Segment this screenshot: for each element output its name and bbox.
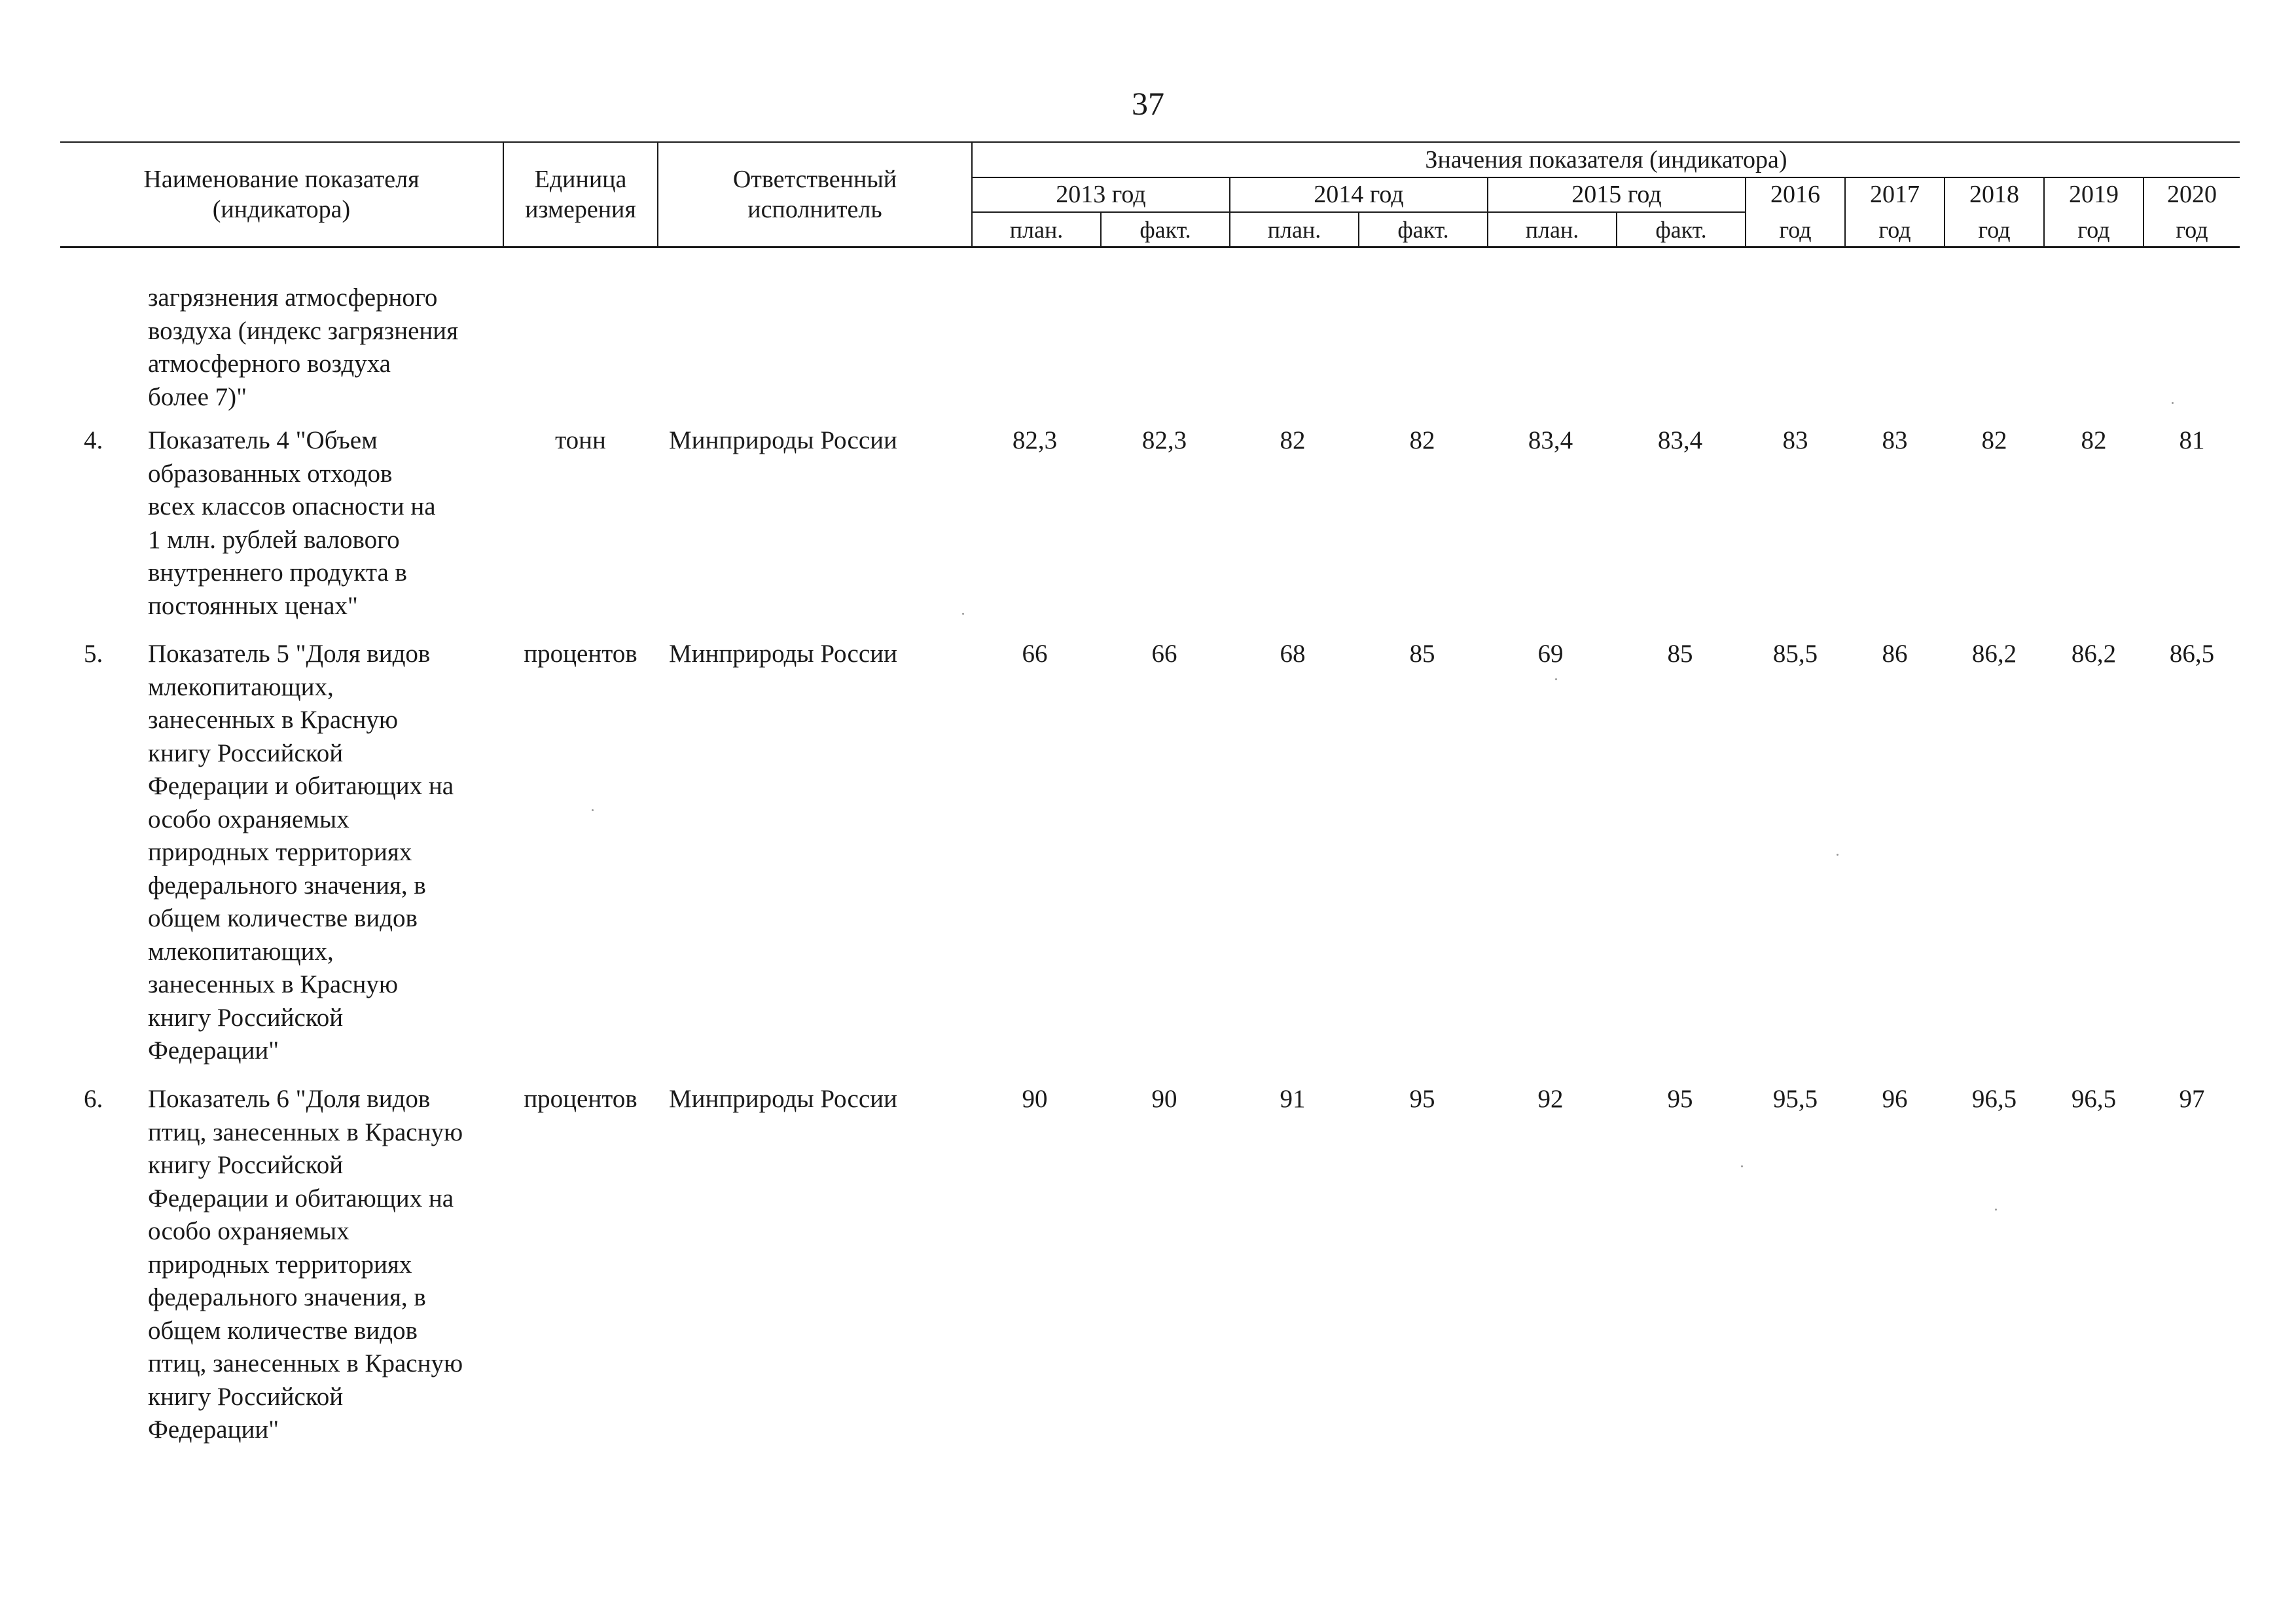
value-2019: 82 — [2081, 426, 2107, 454]
value-2015-fact: 83,4 — [1657, 426, 1703, 454]
header-year-2017: 2017 — [1870, 181, 1920, 208]
header-year-2018: 2018 — [1969, 181, 2019, 208]
header-values-group: Значения показателя (индикатора) — [1425, 146, 1787, 173]
value-2013-plan: 82,3 — [1012, 426, 1058, 454]
value-2013-fact: 90 — [1151, 1085, 1177, 1113]
indicator-name: Показатель 5 "Доля видов млекопитающих, занесенных в Красную книгу Российской Федерации и обитающих на особо охраняемых природных территориях федерального значения, в общем количестве видов млекопитающих, занесенных в Красную книгу Российской Федерации" — [148, 640, 454, 1065]
row-number: 4. — [84, 426, 103, 454]
value-2016: 95,5 — [1772, 1085, 1818, 1113]
value-2014-plan: 82 — [1280, 426, 1306, 454]
value-2015-plan: 69 — [1537, 640, 1564, 668]
header-year-2014: 2014 год — [1314, 181, 1404, 208]
value-2017: 86 — [1882, 640, 1908, 668]
header-plan-2013: план. — [1009, 217, 1064, 243]
value-2015-plan: 92 — [1537, 1085, 1564, 1113]
value-2015-fact: 95 — [1667, 1085, 1693, 1113]
value-2014-fact: 95 — [1409, 1085, 1435, 1113]
value-2019: 96,5 — [2071, 1085, 2117, 1113]
header-bottom-rule — [60, 246, 2240, 248]
header-unit-column: Единица измерения — [525, 166, 636, 223]
value-2017: 83 — [1882, 426, 1908, 454]
value-2018: 86,2 — [1971, 640, 2017, 668]
unit: процентов — [524, 1085, 637, 1113]
value-2018: 82 — [1981, 426, 2007, 454]
header-god-2017: год — [1878, 217, 1911, 243]
header-name-column: Наименование показателя (индикатора) — [143, 166, 420, 223]
value-2016: 83 — [1782, 426, 1808, 454]
header-fact-2015: факт. — [1655, 217, 1707, 243]
header-year-2019: 2019 — [2069, 181, 2119, 208]
value-2013-fact: 82,3 — [1141, 426, 1187, 454]
indicator-name: Показатель 4 "Объем образованных отходов всех классов опасности на 1 млн. рублей валового внутреннего продукта в постоянных ценах" — [148, 426, 436, 620]
page-number: 37 — [1132, 85, 1164, 122]
value-2020: 97 — [2179, 1085, 2205, 1113]
unit: процентов — [524, 640, 637, 668]
scan-speck — [1741, 1165, 1743, 1167]
scan-speck — [1837, 854, 1839, 856]
header-plan-2014: план. — [1267, 217, 1321, 243]
header-god-2019: год — [2077, 217, 2110, 243]
indicator-name: Показатель 6 "Доля видов птиц, занесенных в Красную книгу Российской Федерации и обитающих на особо охраняемых природных территориях федерального значения, в общем количестве видов птиц, занесенных в Красную книгу Российской Федерации" — [148, 1085, 463, 1444]
value-2019: 86,2 — [2071, 640, 2117, 668]
header-year-2016: 2016 — [1770, 181, 1820, 208]
responsible: Минприроды России — [669, 1085, 897, 1113]
header-god-2018: год — [1978, 217, 2011, 243]
header-fact-2014: факт. — [1397, 217, 1449, 243]
value-2014-plan: 68 — [1280, 640, 1306, 668]
value-2015-fact: 85 — [1667, 640, 1693, 668]
row-number: 5. — [84, 640, 103, 668]
value-2013-plan: 66 — [1022, 640, 1048, 668]
continuation-text: загрязнения атмосферного воздуха (индекс загрязнения атмосферного воздуха более 7)" — [148, 283, 459, 411]
value-2014-fact: 85 — [1409, 640, 1435, 668]
value-2016: 85,5 — [1772, 640, 1818, 668]
responsible: Минприроды России — [669, 640, 897, 668]
value-2017: 96 — [1882, 1085, 1908, 1113]
value-2018: 96,5 — [1971, 1085, 2017, 1113]
header-year-2020: 2020 — [2167, 181, 2217, 208]
header-god-2016: год — [1779, 217, 1812, 243]
scan-speck — [962, 613, 964, 615]
value-2013-plan: 90 — [1022, 1085, 1048, 1113]
scan-speck — [2172, 402, 2174, 404]
value-2014-fact: 82 — [1409, 426, 1435, 454]
header-fact-2013: факт. — [1139, 217, 1191, 243]
scan-speck — [1555, 678, 1557, 680]
scan-speck — [592, 809, 594, 811]
header-responsible-column: Ответственный исполнитель — [732, 166, 897, 223]
value-2014-plan: 91 — [1280, 1085, 1306, 1113]
unit: тонн — [555, 426, 606, 454]
value-2013-fact: 66 — [1151, 640, 1177, 668]
row-number: 6. — [84, 1085, 103, 1113]
scan-speck — [1995, 1209, 1997, 1211]
responsible: Минприроды России — [669, 426, 897, 454]
header-year-2015: 2015 год — [1571, 181, 1662, 208]
value-2020: 81 — [2179, 426, 2205, 454]
header-god-2020: год — [2176, 217, 2208, 243]
header-plan-2015: план. — [1525, 217, 1579, 243]
header-year-2013: 2013 год — [1056, 181, 1146, 208]
value-2015-plan: 83,4 — [1528, 426, 1573, 454]
value-2020: 86,5 — [2169, 640, 2215, 668]
